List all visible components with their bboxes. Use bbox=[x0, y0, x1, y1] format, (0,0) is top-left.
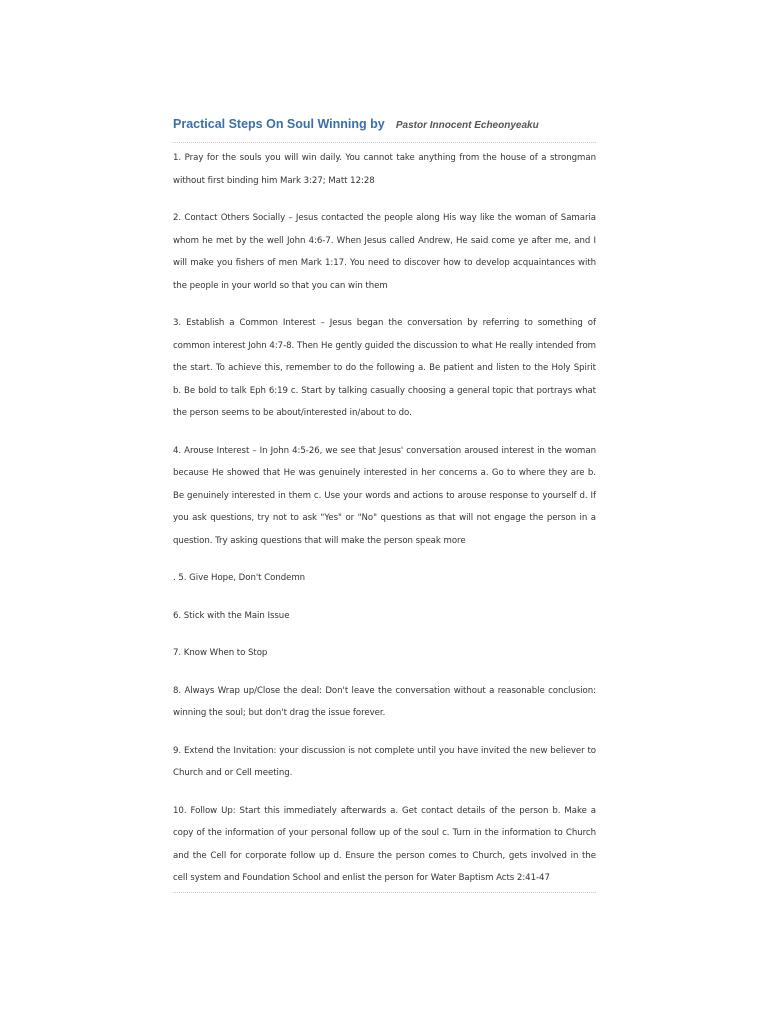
title-text: Practical Steps On Soul Winning by bbox=[173, 117, 385, 131]
step-4: 4. Arouse Interest – In John 4:5-26, we see that Jesus' conversation aroused interest in the woman because He showed that He was genuinely interested in her concerns a. Go to where they are b. Be genuinely interested in them c. Use your words and actions to arouse response to yourself d. If you ask questions, try not to ask "Yes" or "No" questions as that will not engage the person in a question. Try asking questions that will make the person speak more bbox=[173, 445, 596, 546]
article bbox=[173, 106, 596, 893]
step-8: 8. Always Wrap up/Close the deal: Don't leave the conversation without a reasonable conclusion: winning the soul; but don't drag the issue forever. bbox=[173, 685, 596, 718]
step-10: 10. Follow Up: Start this immediately afterwards a. Get contact details of the person b. Make a copy of the information of your personal follow up of the soul c. Turn in the information to Church and the Cell for corporate follow up d. Ensure the person comes to Church, gets involved in the cell system and Foundation School and enlist the person for Water Baptism Acts 2:41-47 bbox=[173, 805, 596, 883]
step-2: 2. Contact Others Socially – Jesus contacted the people along His way like the woman of Samaria whom he met by the well John 4:6-7. When Jesus called Andrew, He said come ye after me, and I will make you fishers of men Mark 1:17. You need to discover how to develop acquaintances with the people in your world so that you can win them bbox=[173, 213, 596, 291]
step-3: 3. Establish a Common Interest – Jesus began the conversation by referring to something of common interest John 4:7-8. Then He gently guided the discussion to what He really intended from the start. To achieve this, remember to do the following a. Be patient and listen to the Holy Spirit b. Be bold to talk Eph 6:19 c. Start by talking casually choosing a general topic that portrays what the person seems to be about/interested in/about to do. bbox=[173, 318, 596, 418]
step-9: 9. Extend the Invitation: your discussion is not complete until you have invited the new believer to Church and or Cell meeting. bbox=[173, 745, 596, 778]
article-title bbox=[173, 106, 596, 143]
steps-list bbox=[173, 143, 596, 893]
step-5: . 5. Give Hope, Don't Condemn bbox=[173, 573, 306, 583]
step-6: 6. Stick with the Main Issue bbox=[173, 610, 290, 621]
author-name: Pastor Innocent Echeonyeaku bbox=[395, 120, 539, 131]
step-7: 7. Know When to Stop bbox=[173, 648, 268, 658]
step-1: 1. Pray for the souls you will win daily. You cannot take anything from the house of a strongman without first binding him Mark 3:27; Matt 12:28 bbox=[173, 153, 596, 186]
